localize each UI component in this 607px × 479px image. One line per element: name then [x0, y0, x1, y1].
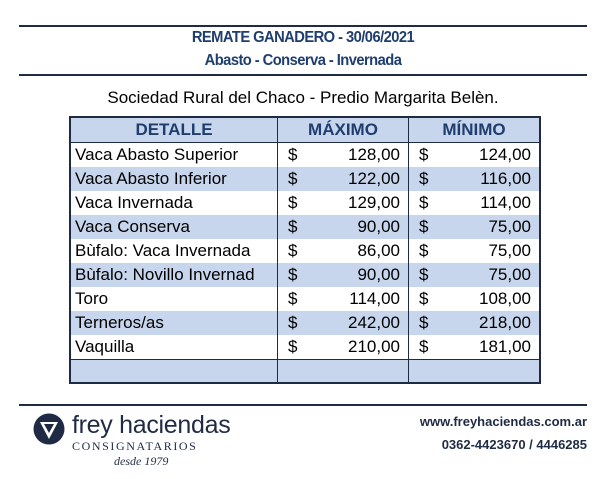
top-rule — [19, 25, 587, 27]
currency-symbol: $ — [419, 193, 429, 212]
row-maximo — [278, 239, 409, 263]
auction-categories: Abasto - Conserva - Invernada — [204, 52, 402, 69]
empty-cell — [278, 360, 409, 384]
row-maximo — [278, 311, 409, 335]
price-value: 75,00 — [488, 265, 531, 284]
row-minimo — [409, 143, 541, 168]
website-link[interactable]: www.freyhaciendas.com.ar — [419, 414, 587, 429]
column-header-detalle: DETALLE — [70, 117, 278, 143]
row-maximo — [278, 335, 409, 360]
title-rule — [19, 74, 587, 76]
row-minimo — [409, 239, 541, 263]
price-value: 90,00 — [357, 265, 400, 284]
currency-symbol: $ — [419, 313, 429, 332]
phone-numbers: 0362-4423670 / 4446285 — [441, 437, 587, 452]
price-value: 116,00 — [480, 169, 531, 188]
table-row — [70, 191, 540, 215]
price-value: 75,00 — [488, 217, 531, 236]
currency-symbol: $ — [419, 265, 429, 284]
row-maximo — [278, 191, 409, 215]
table-row — [70, 143, 540, 168]
currency-symbol: $ — [419, 145, 429, 164]
price-value: 114,00 — [349, 289, 400, 308]
row-minimo — [409, 167, 541, 191]
table-header-row — [70, 117, 540, 143]
price-value: 218,00 — [479, 313, 531, 332]
row-maximo — [278, 215, 409, 239]
row-minimo — [409, 215, 541, 239]
currency-symbol: $ — [419, 337, 429, 356]
column-header-minimo: MÍNIMO — [409, 117, 541, 143]
table-empty-row — [70, 360, 540, 384]
table-row — [70, 239, 540, 263]
currency-symbol: $ — [288, 169, 298, 188]
price-value: 210,00 — [348, 337, 400, 356]
currency-symbol: $ — [288, 265, 298, 284]
brand-since: desde 1979 — [114, 454, 169, 468]
currency-symbol: $ — [288, 193, 298, 212]
row-detalle: Terneros/as — [70, 311, 278, 335]
brand-name: frey haciendas — [72, 411, 231, 439]
row-minimo — [409, 191, 541, 215]
row-minimo — [409, 263, 541, 287]
table-row — [70, 167, 540, 191]
row-detalle: Vaca Conserva — [70, 215, 278, 239]
currency-symbol: $ — [419, 241, 429, 260]
currency-symbol: $ — [288, 217, 298, 236]
price-value: 181,00 — [479, 337, 531, 356]
row-detalle: Vaquilla — [70, 335, 278, 360]
price-value: 75,00 — [488, 241, 531, 260]
row-minimo — [409, 287, 541, 311]
row-detalle: Bùfalo: Novillo Invernad — [70, 263, 278, 287]
table-row — [70, 311, 540, 335]
row-detalle: Bùfalo: Vaca Invernada — [70, 239, 278, 263]
auction-location: Sociedad Rural del Chaco - Predio Margarita Belèn. — [107, 88, 499, 107]
empty-cell — [409, 360, 541, 384]
row-detalle: Vaca Abasto Inferior — [70, 167, 278, 191]
auction-title: REMATE GANADERO - 30/06/2021 — [191, 29, 415, 46]
currency-symbol: $ — [288, 337, 298, 356]
row-detalle: Vaca Invernada — [70, 191, 278, 215]
row-minimo — [409, 311, 541, 335]
row-maximo — [278, 287, 409, 311]
currency-symbol: $ — [419, 217, 429, 236]
empty-cell — [70, 360, 278, 384]
column-header-maximo: MÁXIMO — [278, 117, 409, 143]
currency-symbol: $ — [419, 169, 429, 188]
row-detalle: Vaca Abasto Superior — [70, 143, 278, 168]
table-row — [70, 263, 540, 287]
price-value: 114,00 — [480, 193, 531, 212]
price-value: 108,00 — [479, 289, 531, 308]
row-maximo — [278, 143, 409, 168]
price-value: 90,00 — [357, 217, 400, 236]
table-row — [70, 335, 540, 360]
table-row — [70, 287, 540, 311]
currency-symbol: $ — [419, 289, 429, 308]
brand-tagline: CONSIGNATARIOS — [72, 439, 198, 453]
row-detalle: Toro — [70, 287, 278, 311]
footer-rule — [19, 404, 587, 406]
row-maximo — [278, 263, 409, 287]
price-value: 128,00 — [348, 145, 400, 164]
price-table — [69, 116, 541, 384]
price-value: 129,00 — [348, 193, 400, 212]
price-value: 122,00 — [348, 169, 400, 188]
currency-symbol: $ — [288, 241, 298, 260]
currency-symbol: $ — [288, 145, 298, 164]
row-minimo — [409, 335, 541, 360]
currency-symbol: $ — [288, 289, 298, 308]
table-row — [70, 215, 540, 239]
price-value: 124,00 — [479, 145, 531, 164]
frey-triangle-logo-icon — [33, 413, 65, 445]
row-maximo — [278, 167, 409, 191]
currency-symbol: $ — [288, 313, 298, 332]
price-value: 242,00 — [348, 313, 400, 332]
price-value: 86,00 — [357, 241, 400, 260]
